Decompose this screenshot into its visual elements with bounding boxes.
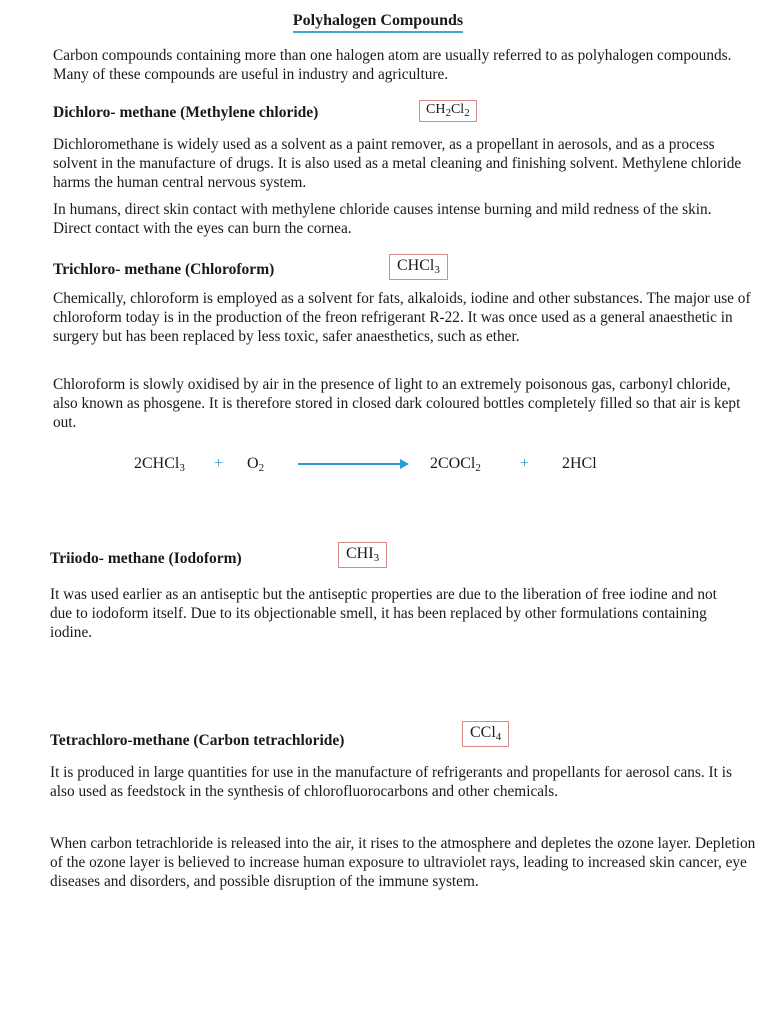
equation-reactant-oxygen	[247, 455, 264, 473]
formula-subscript: 3	[373, 552, 380, 564]
equation-plus-1: +	[214, 455, 224, 472]
formula-text: CCl	[470, 724, 496, 741]
page-title	[0, 12, 756, 30]
carbon-tetrachloride-formula-box	[462, 721, 509, 747]
formula-subscript: 2	[445, 107, 451, 119]
formula-subscript: 4	[495, 731, 502, 743]
iodoform-paragraph: It was used earlier as an antiseptic but the antiseptic properties are due to the liberation of free iodine and not due to iodoform itself. Due to its objectionable smell, it has been replaced by other formulations containing iodine.	[50, 586, 717, 641]
iodoform-formula-box	[338, 542, 387, 568]
carbon-tetrachloride-paragraph-1: It is produced in large quantities for use in the manufacture of refrigerants and propellants for aerosol cans. It is also used as feedstock in the synthesis of chlorofluorocarbons and other chemicals.	[50, 764, 732, 800]
formula-subscript: 2	[464, 107, 470, 119]
chloroform-paragraph-2: Chloroform is slowly oxidised by air in the presence of light to an extremely poisonous gas, carbonyl chloride, also known as phosgene. It is therefore stored in closed dark coloured bottles completely filled so that air is kept out.	[53, 376, 741, 431]
equation-text: 2COCl	[430, 455, 476, 472]
carbon-tetrachloride-paragraph-2: When carbon tetrachloride is released into the air, it rises to the atmosphere and depletes the ozone layer. Depletion of the ozone layer is believed to increase human exposure to ultraviolet rays, leading to increased skin cancer, eye diseases and disorders, and possible disruption of the immune system.	[50, 835, 756, 890]
equation-product-hcl: 2HCl	[562, 455, 597, 472]
chloroform-heading: Trichloro- methane (Chloroform)	[53, 261, 275, 278]
equation-reactant-chloroform	[134, 455, 185, 473]
dichloromethane-heading: Dichloro- methane (Methylene chloride)	[53, 104, 319, 121]
chloroform-formula-box	[389, 254, 448, 280]
chloroform-paragraph-1: Chemically, chloroform is employed as a solvent for fats, alkaloids, iodine and other substances. The major use of chloroform today is in the production of the freon refrigerant R-22. It was once used as a general anaesthetic in surgery but has been replaced by less toxic, safer anaesthetics, such as ether.	[53, 290, 751, 345]
formula-text: CH	[426, 102, 446, 117]
dichloromethane-paragraph-2: In humans, direct skin contact with methylene chloride causes intense burning and mild redness of the skin. Direct contact with the eyes can burn the cornea.	[53, 201, 712, 237]
reaction-arrow-line	[298, 463, 400, 465]
formula-text: CHCl	[397, 257, 435, 274]
intro-paragraph: Carbon compounds containing more than one halogen atom are usually referred to as polyhalogen compounds. Many of these compounds are useful in industry and agriculture.	[53, 47, 732, 83]
equation-subscript: 2	[258, 462, 265, 474]
equation-text: 2CHCl	[134, 455, 180, 472]
equation-text: O	[247, 455, 259, 472]
formula-text: CHI	[346, 545, 374, 562]
equation-subscript: 2	[475, 462, 481, 474]
iodoform-heading: Triiodo- methane (Iodoform)	[50, 550, 242, 567]
formula-text: Cl	[450, 102, 465, 117]
equation-plus-2: +	[520, 455, 530, 472]
dichloromethane-paragraph-1: Dichloromethane is widely used as a solvent as a paint remover, as a propellant in aerosols, and as a process solvent in the manufacture of drugs. It is also used as a metal cleaning and finishing solvent. Methylene chloride harms the human central nervous system.	[53, 136, 742, 191]
formula-subscript: 3	[434, 264, 440, 276]
dichloromethane-formula-box	[419, 100, 477, 122]
reaction-arrow-head	[400, 459, 409, 469]
equation-product-phosgene	[430, 455, 481, 473]
equation-subscript: 3	[179, 462, 185, 474]
carbon-tetrachloride-heading: Tetrachloro-methane (Carbon tetrachloride)	[50, 732, 345, 749]
page-title-text: Polyhalogen Compounds	[293, 12, 463, 33]
